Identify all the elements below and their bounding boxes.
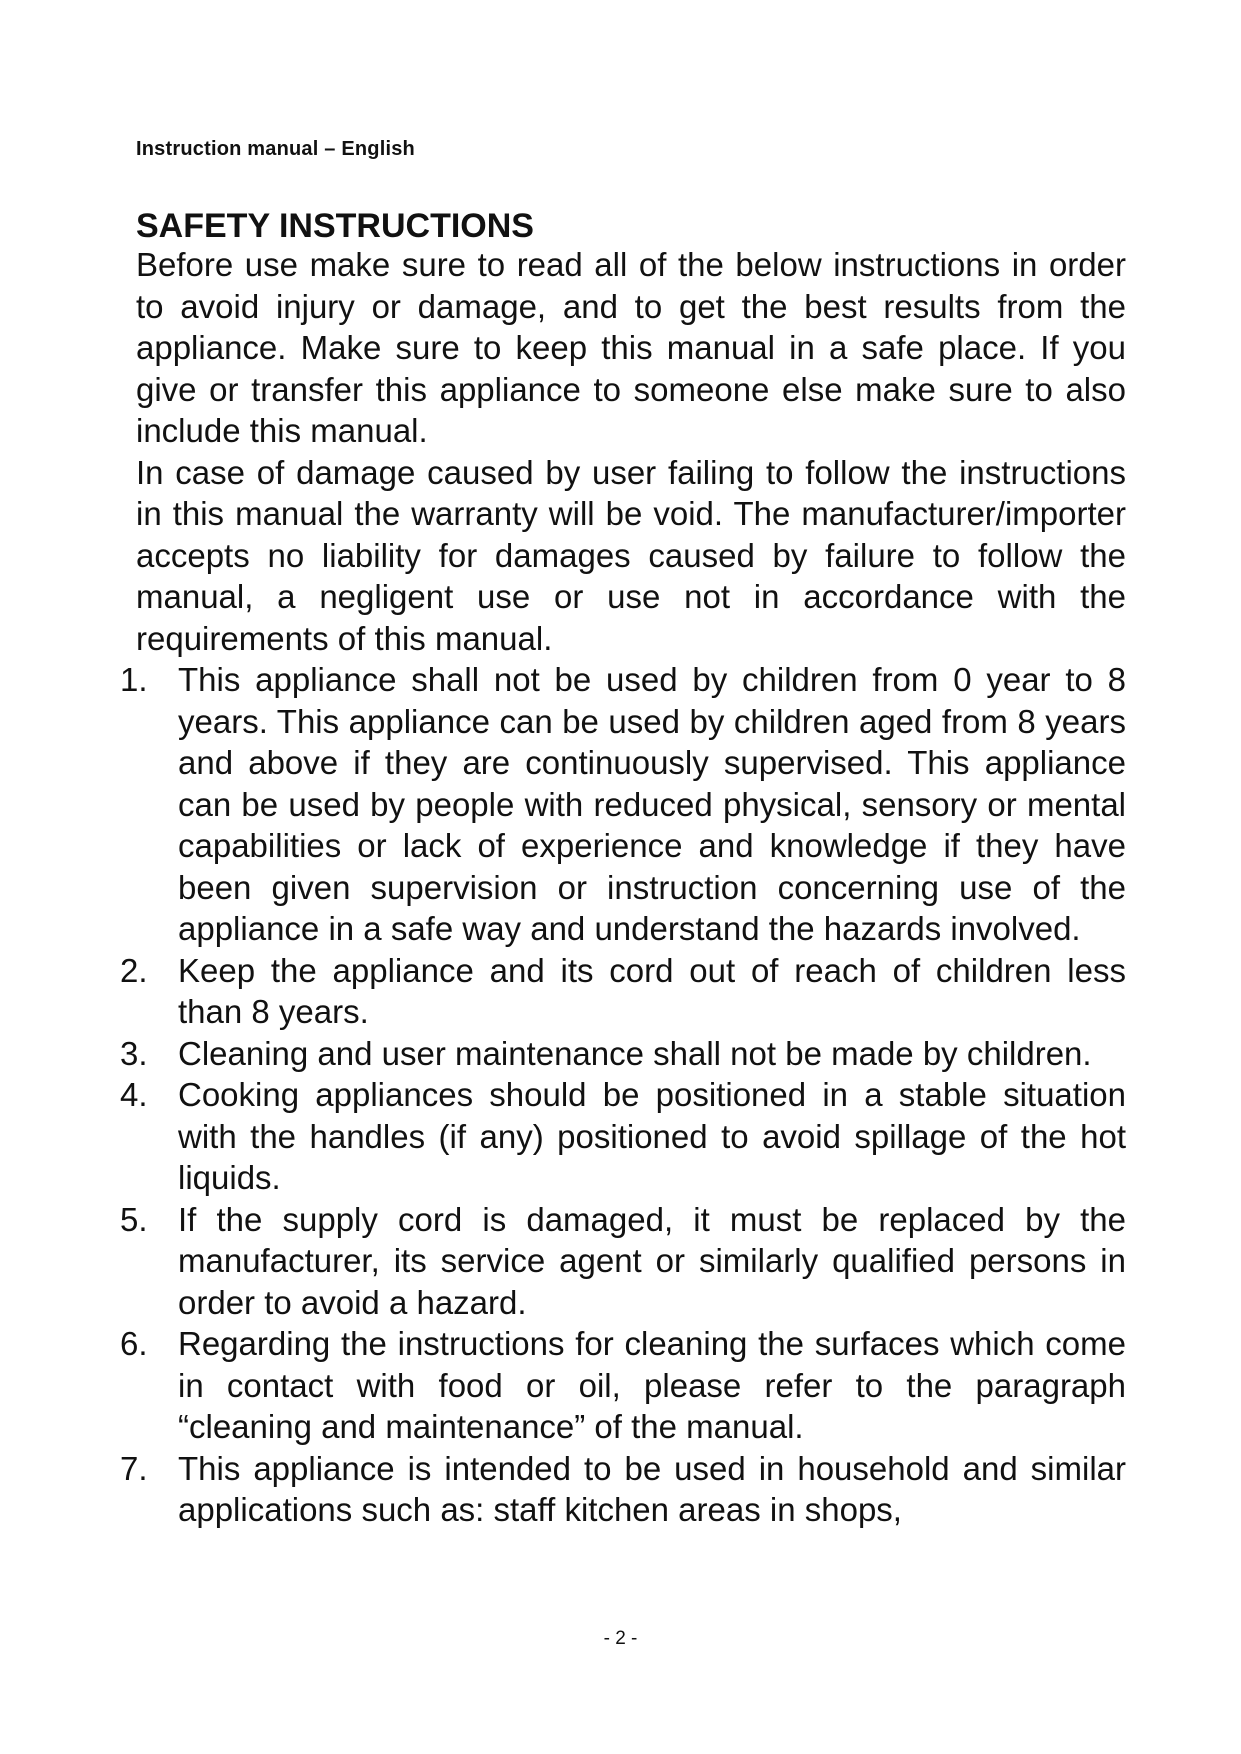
list-item-text: Cleaning and user maintenance shall not be made by children. (178, 1034, 1092, 1072)
page-number: - 2 - (603, 1628, 638, 1649)
safety-instructions-list (120, 659, 1126, 1531)
intro-paragraph-2: In case of damage caused by user failing to follow the instructions in this manual the warranty will be void. The manufacturer/importer accepts no liability for damages caused by failure to follow the manual, a negligent use or use not in accordance with the requirements of this manual. (136, 453, 1126, 657)
list-item-number: 5. (120, 1200, 148, 1238)
list-item-number: 4. (120, 1076, 148, 1113)
list-item-number: 7. (120, 1449, 148, 1487)
list-item (120, 659, 1126, 950)
list-item (120, 1199, 1126, 1324)
list-item (120, 1323, 1126, 1448)
list-item (120, 950, 1126, 1033)
list-item (120, 1033, 1126, 1075)
list-item-text: Cooking appliances should be positioned in a stable situation with the handles (if any) positioned to avoid spillage of the hot liquids. (178, 1076, 1126, 1196)
list-item (120, 1448, 1126, 1531)
list-item-text: Keep the appliance and its cord out of reach of children less than 8 years. (178, 951, 1126, 1030)
page-header: Instruction manual – English (136, 138, 415, 160)
list-item-number: 6. (120, 1325, 148, 1362)
list-item-number: 3. (120, 1034, 148, 1072)
list-item-text: This appliance shall not be used by children from 0 year to 8 years. This appliance can be used by children aged from 8 years and above if they are continuously supervised. This appliance can be used by people with reduced physical, sensory or mental capabilities or lack of experience and knowledge if they have been given supervision or instruction concerning use of the appliance in a safe way and understand the hazards involved. (178, 661, 1126, 947)
list-item-number: 1. (120, 661, 148, 698)
list-item-text: Regarding the instructions for cleaning the surfaces which come in contact with food or oil, please refer to the paragraph “cleaning and maintenance” of the manual. (178, 1325, 1126, 1445)
list-item (120, 1074, 1126, 1199)
document-body (120, 204, 1126, 1531)
list-item-number: 2. (120, 951, 148, 989)
list-item-text: This appliance is intended to be used in household and similar applications such as: staff kitchen areas in shops, (178, 1449, 1126, 1528)
intro-paragraph-1: Before use make sure to read all of the below instructions in order to avoid injury or damage, and to get the best results from the appliance. Make sure to keep this manual in a safe place. If you give or transfer this appliance to someone else make sure to also include this manual. (136, 246, 1126, 449)
list-item-text: If the supply cord is damaged, it must be replaced by the manufacturer, its service agent or similarly qualified persons in order to avoid a hazard. (178, 1200, 1126, 1321)
section-title: SAFETY INSTRUCTIONS (136, 207, 534, 245)
